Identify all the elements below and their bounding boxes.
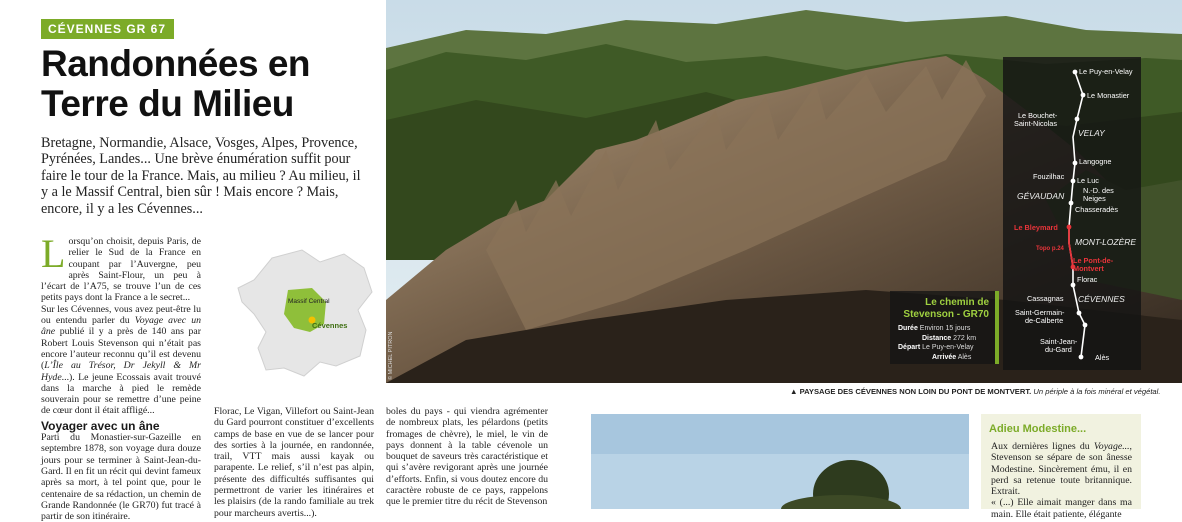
route-region-cevennes: CÉVENNES — [1078, 294, 1125, 304]
col1-paragraph-2b: publié il y a près de 140 ans par Robert Louis Stevenson qui n’était pas encore l’auteur reconnu qu’il est devenu ( — [41, 326, 201, 372]
route-place-le-pont-de: Le Pont-de- — [1073, 256, 1114, 265]
title-line-2: Terre du Milieu — [41, 83, 294, 124]
article-column-2: Florac, Le Vigan, Villefort ou Saint-Jean du Gard pourront constituer d’excellents camps de base en vue de se lancer pour des sorties à la journée, en randonnée, trail, VTT mais aussi kayak ou parapente. Le relief, s’il n’est pas alpin, présente des difficultés suffisantes qui permettront de varier les itinéraires et les plaisirs (de la rando familiale au trek pour marcheurs avertis...). — [214, 406, 374, 519]
map-label-cevennes: Cévennes — [312, 321, 348, 330]
caption-italic: Un périple à la fois minéral et végétal. — [1033, 387, 1161, 396]
route-place-cassagnas: Cassagnas — [1027, 294, 1064, 303]
route-place-le-bleymard: Le Bleymard — [1014, 223, 1058, 232]
route-place-langogne: Langogne — [1079, 157, 1112, 166]
trail-info-box — [890, 291, 999, 364]
info-row-arrivee: Arrivée Alès — [932, 353, 972, 361]
route-region-velay: VELAY — [1078, 128, 1105, 138]
route-place-le-puy: Le Puy-en-Velay — [1079, 67, 1133, 76]
drop-cap: L — [41, 231, 66, 276]
article-column-3: boles du pays - qui viendra agrémenter de nombreux plats, les pélardons (petits fromages de chèvre), le miel, le vin de pays donnent à la table cévenole un bouquet de saveurs très caractéristique et qui s’avère revigorant après une journée d’efforts. Enfin, si vous doutez encore du caractère robuste de ce pays, rappelons que le premier titre du récit de Stevenson — [386, 406, 548, 508]
col1-paragraph-2c: ...). Le jeune Ecossais avait trouvé dans la marche à pied le remède souverain pour se remettre d’une peine de cœur dont il était affligé... — [41, 371, 201, 417]
route-place-saint-germain: Saint-Germain- — [1015, 308, 1065, 317]
lead-paragraph: Bretagne, Normandie, Alsace, Vosges, Alpes, Provence, Pyrénées, Landes... Une brève énumération suffit pour faire le tour de la France. Mais, au milieu ? Au milieu, il y a le Massif Central, bien sûr ! Mais encore ? Mais, encore, il y a les Cévennes... — [41, 135, 361, 217]
route-place-ales: Alès — [1095, 353, 1110, 362]
info-rows — [898, 324, 976, 362]
france-map-illustration — [232, 228, 387, 388]
info-title-line-2: Stevenson - GR70 — [903, 309, 989, 320]
route-place-florac: Florac — [1077, 275, 1098, 284]
caption-bold: ▲ PAYSAGE DES CÉVENNES NON LOIN DU PONT DE MONTVERT. — [790, 387, 1032, 396]
col1-paragraph-3: Parti du Monastier-sur-Gazeille en septembre 1878, son voyage dura douze jours pour se terminer à Saint-Jean-du-Gard. Il en fit un récit qui devint fameux après sa mort, à tel point que, pour le centenaire de sa rédaction, un chemin de Grande Randonnée (le GR70) fut tracé à partir de son itinéraire. — [41, 432, 201, 522]
route-path-graphic — [1003, 57, 1141, 370]
route-place-neiges: Neiges — [1083, 194, 1106, 203]
info-row-depart: Départ Le Puy-en-Velay — [898, 344, 974, 351]
route-place-le-bouchet: Le Bouchet- — [1018, 111, 1058, 120]
secondary-photo-art — [591, 414, 969, 509]
sidebar-text: Aux dernières lignes du Voyage..., Stevenson se sépare de son ânesse Modestine. Sincèrement ému, il en perd sa retenue toute britannique. Extrait. « (...) Elle aimait manger dans ma main. Elle était patiente, élégante — [991, 441, 1132, 520]
article-column-1 — [41, 231, 201, 522]
route-place-chasserades: Chasseradès — [1075, 205, 1118, 214]
subheading-voyager: Voyager avec un âne — [41, 418, 160, 433]
col1-paragraph-1: orsqu’on choisit, depuis Paris, de relier le Sud de la France en coupant par l’Auvergne, peu après Saint-Flour, un peu à l’écart de l’A75, se trouve l’un de ces petits pays dont la France a le secret... — [41, 236, 201, 304]
info-row-duree: Durée Environ 15 jours — [898, 325, 971, 332]
route-region-gevaudan: GÉVAUDAN — [1017, 191, 1065, 201]
sidebar-modestine — [981, 414, 1141, 520]
page-title — [41, 44, 310, 124]
col1-paragraph-2a: Sur les Cévennes, vous avez peut-être lu ou entendu parler du — [41, 303, 201, 327]
route-place-montvert: Montvert — [1073, 264, 1104, 273]
col1-book-title: Voyage avec un âne — [41, 315, 201, 338]
sidebar-title: Adieu Modestine... — [989, 423, 1087, 435]
section-tag: CÉVENNES GR 67 — [41, 19, 174, 39]
info-row-distance: Distance 272 km — [922, 334, 977, 342]
info-title-line-1: Le chemin de — [925, 297, 989, 308]
route-region-mont-lozere: MONT-LOZÈRE — [1075, 237, 1137, 247]
route-place-du-gard: du-Gard — [1045, 345, 1072, 354]
photo-credit: © MICHEL PITRON — [388, 331, 394, 380]
route-place-saint-nicolas: Saint-Nicolas — [1014, 119, 1057, 128]
map-label-massif-central: Massif Central — [288, 298, 330, 305]
route-place-de-calberte: de-Calberte — [1025, 316, 1064, 325]
route-topo-ref: Topo p.24 — [1036, 246, 1064, 252]
route-place-le-luc: Le Luc — [1077, 176, 1099, 185]
route-place-nd-des: N.-D. des — [1083, 186, 1114, 195]
route-place-saint-jean: Saint-Jean- — [1040, 337, 1078, 346]
photo-caption — [790, 387, 1160, 396]
secondary-photo — [591, 414, 969, 509]
route-place-le-monastier: Le Monastier — [1087, 91, 1130, 100]
sidebar-quote: « (...) Elle aimait manger dans ma main. Elle était patiente, élégante — [991, 497, 1132, 520]
col1-works: L’Île au Trésor, Dr Jekyll & Mr Hyde — [41, 360, 201, 383]
route-map-panel — [1003, 57, 1141, 370]
title-line-1: Randonnées en — [41, 43, 310, 84]
route-place-fouzilhac: Fouzilhac — [1033, 172, 1065, 181]
